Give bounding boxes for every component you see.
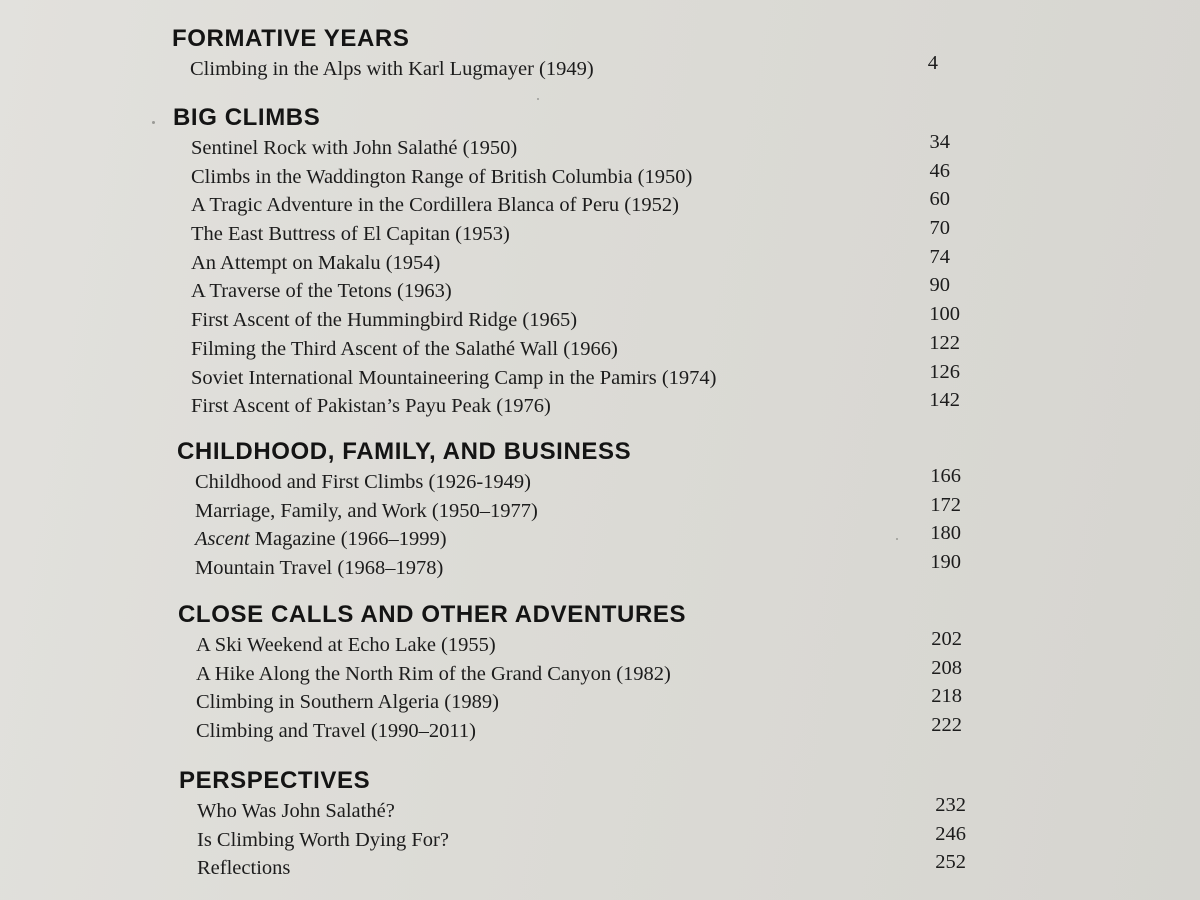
entry-page-number: 232 xyxy=(935,794,966,816)
toc-entry xyxy=(191,245,973,278)
entry-page-number: 142 xyxy=(929,389,960,412)
entry-title: Climbing in Southern Algeria (1989) xyxy=(196,691,499,714)
entry-page-number: 122 xyxy=(929,331,960,354)
section-entries xyxy=(172,52,972,84)
toc-section-close-calls xyxy=(178,601,978,746)
toc-entry xyxy=(190,52,972,84)
entry-title: First Ascent of the Hummingbird Ridge (1965) xyxy=(191,309,578,332)
paper-speck xyxy=(896,538,898,540)
toc-entry xyxy=(191,159,973,192)
toc-entry xyxy=(191,331,973,364)
section-entries xyxy=(173,131,973,421)
entry-title: Filming the Third Ascent of the Salathé Wall (1966) xyxy=(191,337,618,360)
entry-title: A Hike Along the North Rim of the Grand Canyon (1982) xyxy=(196,662,671,685)
toc-section-big-climbs xyxy=(173,104,973,421)
entry-page-number: 252 xyxy=(935,851,966,874)
entry-title: Sentinel Rock with John Salathé (1950) xyxy=(191,137,518,159)
toc-entry xyxy=(191,131,973,163)
toc-entry xyxy=(191,217,973,249)
toc-entry xyxy=(195,522,977,554)
section-heading: CLOSE CALLS AND OTHER ADVENTURES xyxy=(178,601,687,628)
entry-page-number: 246 xyxy=(935,822,966,845)
entry-page-number: 100 xyxy=(929,303,960,326)
toc-entry xyxy=(195,493,977,526)
entry-title: An Attempt on Makalu (1954) xyxy=(191,251,441,274)
entry-page-number: 74 xyxy=(929,245,950,268)
entry-title: Mountain Travel (1968–1978) xyxy=(195,557,444,580)
entry-page-number: 126 xyxy=(929,360,960,383)
entry-page-number: 4 xyxy=(927,52,938,74)
section-heading: PERSPECTIVES xyxy=(179,767,371,794)
entry-title: Climbing and Travel (1990–2011) xyxy=(196,720,476,743)
entry-page-number: 90 xyxy=(929,274,950,297)
entry-title: Reflections xyxy=(197,857,291,880)
entry-title: First Ascent of Pakistan’s Payu Peak (1976) xyxy=(191,395,551,418)
toc-section-childhood-family-business xyxy=(177,438,977,583)
entry-title xyxy=(195,528,447,550)
entry-page-number: 218 xyxy=(931,685,962,708)
entry-title: Climbs in the Waddington Range of British Columbia (1950) xyxy=(191,165,693,188)
entry-title-rest: Magazine (1966–1999) xyxy=(249,528,447,551)
toc-entry xyxy=(197,851,979,883)
toc-entry xyxy=(191,303,973,335)
entry-title: Who Was John Salathé? xyxy=(197,800,395,822)
paper-speck xyxy=(152,121,155,124)
entry-page-number: 34 xyxy=(929,131,950,153)
entry-page-number: 208 xyxy=(931,656,962,679)
section-heading: CHILDHOOD, FAMILY, AND BUSINESS xyxy=(177,438,632,465)
section-heading: BIG CLIMBS xyxy=(173,104,321,131)
entry-title: Soviet International Mountaineering Camp in the Pamirs (1974) xyxy=(191,366,717,389)
toc-entry xyxy=(195,465,977,497)
toc-entry xyxy=(191,188,973,220)
section-entries xyxy=(178,628,978,746)
toc-entry xyxy=(196,685,978,717)
toc-entry xyxy=(195,551,977,583)
entry-title: Childhood and First Climbs (1926-1949) xyxy=(195,471,531,493)
entry-page-number: 166 xyxy=(930,465,961,487)
section-entries xyxy=(179,794,979,883)
paper-speck xyxy=(537,98,539,100)
toc-entry xyxy=(191,360,973,393)
entry-title-italic: Ascent xyxy=(195,528,250,551)
entry-title: Is Climbing Worth Dying For? xyxy=(197,828,449,851)
entry-title: A Tragic Adventure in the Cordillera Blanca of Peru (1952) xyxy=(191,194,679,217)
entry-title: Climbing in the Alps with Karl Lugmayer (1949) xyxy=(190,58,594,80)
entry-page-number: 172 xyxy=(930,493,961,516)
toc-entry xyxy=(197,822,979,855)
entry-page-number: 46 xyxy=(929,159,950,182)
entry-page-number: 60 xyxy=(929,188,950,211)
entry-page-number: 70 xyxy=(929,217,950,240)
entry-page-number: 180 xyxy=(930,522,961,545)
toc-entry xyxy=(191,389,973,421)
section-heading: FORMATIVE YEARS xyxy=(172,25,410,52)
toc-entry xyxy=(196,656,978,689)
entry-title: The East Buttress of El Capitan (1953) xyxy=(191,223,510,246)
toc-entry xyxy=(191,274,973,306)
entry-title: A Traverse of the Tetons (1963) xyxy=(191,280,452,303)
entry-title: A Ski Weekend at Echo Lake (1955) xyxy=(196,634,496,656)
entry-page-number: 190 xyxy=(930,551,961,574)
toc-section-formative-years xyxy=(172,25,972,84)
toc-entry xyxy=(196,628,978,660)
toc-section-perspectives xyxy=(179,767,979,883)
entry-page-number: 202 xyxy=(931,628,962,650)
entry-page-number: 222 xyxy=(931,714,962,737)
toc-entry xyxy=(197,794,979,826)
section-entries xyxy=(177,465,977,583)
toc-entry xyxy=(196,714,978,746)
entry-title: Marriage, Family, and Work (1950–1977) xyxy=(195,499,538,522)
